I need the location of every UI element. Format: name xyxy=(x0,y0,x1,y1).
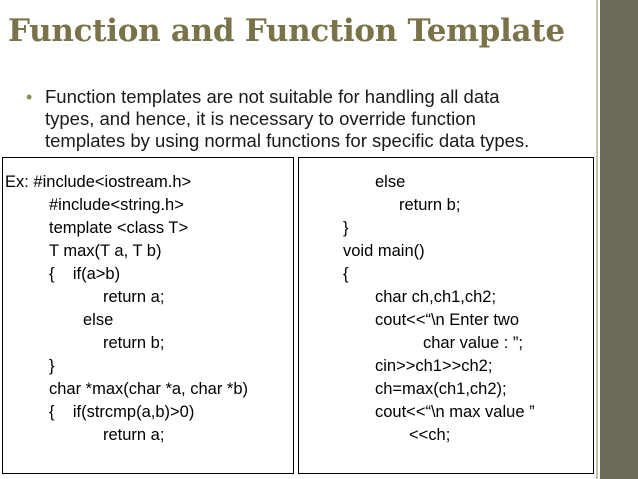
code-line: void main() xyxy=(343,242,425,260)
bullet-text xyxy=(45,86,529,152)
bullet-dot-icon: • xyxy=(26,87,33,107)
code-line: ch=max(ch1,ch2); xyxy=(375,380,507,398)
code-line: char *max(char *a, char *b) xyxy=(49,380,248,398)
bullet-line: templates by using normal functions for specific data types. xyxy=(45,130,530,151)
code-line: return b; xyxy=(103,334,165,352)
decorative-border-line xyxy=(596,0,598,479)
decorative-side-band xyxy=(600,0,638,479)
code-line: else xyxy=(83,311,114,329)
code-line: char value : ”; xyxy=(423,334,523,352)
code-line: cout<<“\n max value ” xyxy=(375,403,535,421)
code-line: return a; xyxy=(103,426,165,444)
code-line: T max(T a, T b) xyxy=(49,242,162,260)
code-line: #include<string.h> xyxy=(49,196,184,214)
code-box-right xyxy=(298,157,594,474)
code-line: return b; xyxy=(399,196,461,214)
code-line: { if(a>b) xyxy=(49,265,121,283)
code-box-left xyxy=(2,157,294,474)
code-line: Ex: #include<iostream.h> xyxy=(5,173,192,191)
slide-title: Function and Function Template xyxy=(8,13,565,49)
code-line: } xyxy=(49,357,55,375)
code-line: } xyxy=(343,219,349,237)
bullet-line: Function templates are not suitable for handling all data xyxy=(45,86,500,107)
code-line: cin>>ch1>>ch2; xyxy=(375,357,493,375)
code-line: else xyxy=(375,173,406,191)
code-line: cout<<“\n Enter two xyxy=(375,311,519,329)
code-line: return a; xyxy=(103,288,165,306)
bullet-line: types, and hence, it is necessary to override function xyxy=(45,108,476,129)
code-line: { if(strcmp(a,b)>0) xyxy=(49,403,195,421)
code-line: <<ch; xyxy=(409,426,451,444)
code-line: template <class T> xyxy=(49,219,189,237)
code-line: { xyxy=(343,265,349,283)
code-line: char ch,ch1,ch2; xyxy=(375,288,497,306)
